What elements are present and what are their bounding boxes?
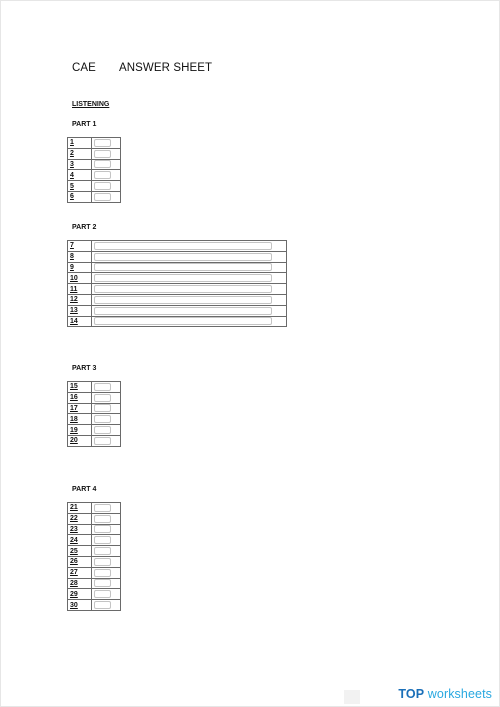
question-number: 9 bbox=[68, 262, 92, 273]
answer-row bbox=[68, 435, 121, 446]
question-number: 2 bbox=[68, 148, 92, 159]
answer-row bbox=[68, 578, 121, 589]
answer-sheet-label: ANSWER SHEET bbox=[118, 62, 213, 74]
question-number: 19 bbox=[68, 425, 92, 436]
answer-input[interactable] bbox=[94, 171, 111, 179]
question-number: 26 bbox=[68, 556, 92, 567]
answer-row bbox=[68, 305, 287, 316]
answer-row bbox=[68, 273, 287, 284]
answer-cell bbox=[92, 414, 121, 425]
answer-row bbox=[68, 524, 121, 535]
answer-input[interactable] bbox=[94, 579, 111, 587]
part-4-table bbox=[67, 502, 121, 611]
answer-input[interactable] bbox=[94, 515, 111, 523]
answer-row bbox=[68, 382, 121, 393]
question-number: 25 bbox=[68, 546, 92, 557]
answer-input[interactable] bbox=[94, 415, 111, 423]
answer-row bbox=[68, 414, 121, 425]
answer-row bbox=[68, 294, 287, 305]
question-number: 16 bbox=[68, 392, 92, 403]
answer-row bbox=[68, 138, 121, 149]
question-number: 29 bbox=[68, 589, 92, 600]
answer-row bbox=[68, 392, 121, 403]
question-number: 12 bbox=[68, 294, 92, 305]
answer-row bbox=[68, 191, 121, 202]
answer-cell bbox=[92, 556, 121, 567]
answer-input[interactable] bbox=[94, 426, 111, 434]
answer-cell bbox=[92, 589, 121, 600]
question-number: 15 bbox=[68, 382, 92, 393]
question-number: 11 bbox=[68, 284, 92, 295]
question-number: 23 bbox=[68, 524, 92, 535]
answer-cell bbox=[92, 273, 287, 284]
part-1-table bbox=[67, 137, 121, 203]
answer-cell bbox=[92, 382, 121, 393]
answer-row bbox=[68, 589, 121, 600]
answer-cell bbox=[92, 425, 121, 436]
answer-cell bbox=[92, 305, 287, 316]
answer-input[interactable] bbox=[94, 274, 272, 282]
answer-row bbox=[68, 159, 121, 170]
answer-cell bbox=[92, 138, 121, 149]
part-3-heading: PART 3 bbox=[72, 365, 97, 372]
answer-cell bbox=[92, 524, 121, 535]
question-number: 7 bbox=[68, 241, 92, 252]
answer-cell bbox=[92, 294, 287, 305]
answer-cell bbox=[92, 159, 121, 170]
answer-input[interactable] bbox=[94, 307, 272, 315]
answer-cell bbox=[92, 251, 287, 262]
answer-cell bbox=[92, 567, 121, 578]
answer-input[interactable] bbox=[94, 253, 272, 261]
question-number: 17 bbox=[68, 403, 92, 414]
answer-input[interactable] bbox=[94, 504, 111, 512]
answer-row bbox=[68, 513, 121, 524]
question-number: 22 bbox=[68, 513, 92, 524]
part-2-heading: PART 2 bbox=[72, 224, 97, 231]
answer-input[interactable] bbox=[94, 404, 111, 412]
question-number: 14 bbox=[68, 316, 92, 327]
answer-cell bbox=[92, 435, 121, 446]
answer-row bbox=[68, 316, 287, 327]
answer-cell bbox=[92, 535, 121, 546]
section-heading-listening: LISTENING bbox=[72, 101, 110, 108]
question-number: 21 bbox=[68, 503, 92, 514]
answer-row bbox=[68, 503, 121, 514]
answer-cell bbox=[92, 262, 287, 273]
answer-cell bbox=[92, 392, 121, 403]
answer-row bbox=[68, 284, 287, 295]
answer-input[interactable] bbox=[94, 394, 111, 402]
answer-cell bbox=[92, 316, 287, 327]
answer-row bbox=[68, 567, 121, 578]
answer-row bbox=[68, 241, 287, 252]
question-number: 4 bbox=[68, 170, 92, 181]
answer-row bbox=[68, 600, 121, 611]
answer-cell bbox=[92, 284, 287, 295]
part-1-heading: PART 1 bbox=[72, 121, 97, 128]
part-3-table bbox=[67, 381, 121, 447]
topworksheets-logo: TOP worksheets bbox=[398, 687, 492, 701]
question-number: 20 bbox=[68, 435, 92, 446]
question-number: 3 bbox=[68, 159, 92, 170]
answer-row bbox=[68, 535, 121, 546]
answer-input[interactable] bbox=[94, 536, 111, 544]
answer-input[interactable] bbox=[94, 547, 111, 555]
answer-input[interactable] bbox=[94, 437, 111, 445]
answer-row bbox=[68, 556, 121, 567]
answer-cell bbox=[92, 513, 121, 524]
part-4-heading: PART 4 bbox=[72, 486, 97, 493]
question-number: 8 bbox=[68, 251, 92, 262]
page-title bbox=[72, 62, 212, 74]
answer-input[interactable] bbox=[94, 558, 111, 566]
answer-input[interactable] bbox=[94, 242, 272, 250]
exam-label: CAE bbox=[72, 62, 96, 74]
answer-cell bbox=[92, 181, 121, 192]
answer-input[interactable] bbox=[94, 285, 272, 293]
logo-mark bbox=[344, 690, 360, 704]
answer-cell bbox=[92, 403, 121, 414]
answer-row bbox=[68, 403, 121, 414]
answer-cell bbox=[92, 170, 121, 181]
question-number: 28 bbox=[68, 578, 92, 589]
answer-row bbox=[68, 148, 121, 159]
answer-input[interactable] bbox=[94, 182, 111, 190]
answer-input[interactable] bbox=[94, 601, 111, 609]
answer-input[interactable] bbox=[94, 296, 272, 304]
answer-input[interactable] bbox=[94, 590, 111, 598]
answer-row bbox=[68, 262, 287, 273]
answer-input[interactable] bbox=[94, 383, 111, 391]
question-number: 27 bbox=[68, 567, 92, 578]
answer-cell bbox=[92, 546, 121, 557]
question-number: 6 bbox=[68, 191, 92, 202]
answer-row bbox=[68, 425, 121, 436]
answer-input[interactable] bbox=[94, 150, 111, 158]
answer-row bbox=[68, 181, 121, 192]
answer-input[interactable] bbox=[94, 160, 111, 168]
question-number: 18 bbox=[68, 414, 92, 425]
answer-cell bbox=[92, 503, 121, 514]
answer-cell bbox=[92, 148, 121, 159]
answer-input[interactable] bbox=[94, 317, 272, 325]
answer-cell bbox=[92, 241, 287, 252]
question-number: 24 bbox=[68, 535, 92, 546]
answer-input[interactable] bbox=[94, 525, 111, 533]
answer-input[interactable] bbox=[94, 569, 111, 577]
question-number: 30 bbox=[68, 600, 92, 611]
question-number: 13 bbox=[68, 305, 92, 316]
question-number: 1 bbox=[68, 138, 92, 149]
answer-input[interactable] bbox=[94, 193, 111, 201]
answer-cell bbox=[92, 191, 121, 202]
answer-input[interactable] bbox=[94, 139, 111, 147]
part-2-table bbox=[67, 240, 287, 327]
answer-row bbox=[68, 546, 121, 557]
answer-row bbox=[68, 251, 287, 262]
answer-input[interactable] bbox=[94, 263, 272, 271]
question-number: 5 bbox=[68, 181, 92, 192]
answer-cell bbox=[92, 578, 121, 589]
answer-cell bbox=[92, 600, 121, 611]
answer-row bbox=[68, 170, 121, 181]
question-number: 10 bbox=[68, 273, 92, 284]
